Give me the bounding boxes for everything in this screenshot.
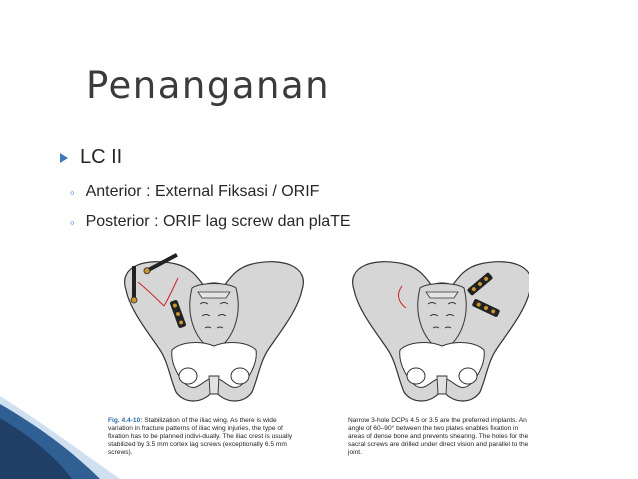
- sub-item-text: Anterior : External Fiksasi / ORIF: [85, 183, 320, 200]
- caption-right-text: Narrow 3-hole DCPs 4.5 or 3.5 are the preferred implants. An angle of 60–90° between the two plates enables fixation in areas of dense bone and prevents shearing. The holes for the sacral screws are drilled under direct vision and parallel to the joint.: [348, 417, 529, 457]
- circle-bullet-icon: ◦: [70, 184, 75, 200]
- sub-item-anterior: [70, 183, 319, 201]
- bullet-arrow-icon: [60, 153, 68, 163]
- figure-label: Fig. 4.4-10:: [108, 417, 143, 424]
- sub-item-posterior: [70, 213, 351, 231]
- iliac-rod: [132, 266, 136, 300]
- caption-left-text: Stabilization of the iliac wing. As there is wide variation in fracture patterns of iliac wing injuries, the type of fixation has to be planned indivi-dually. The iliac crest is usually stabilized by 3.5 mm cortex lag screws (exceptionally 6.5 mm screws).: [108, 417, 293, 457]
- figure-captions: [108, 414, 529, 470]
- pelvis-illustrations: [108, 252, 529, 414]
- sub-item-text: Posterior : ORIF lag screw dan plaTE: [85, 213, 351, 230]
- caption-right: [348, 417, 529, 457]
- caption-left: [108, 417, 294, 457]
- pelvis-right: [353, 262, 529, 401]
- circle-bullet-icon: ◦: [70, 214, 75, 230]
- decorative-swoosh: [0, 396, 120, 479]
- bullet-text: LC II: [80, 146, 123, 168]
- slide-title: Penanganan: [86, 64, 331, 107]
- pelvis-left: [125, 252, 304, 401]
- bullet-lc-ii: [60, 146, 122, 169]
- pelvis-figure: [108, 252, 529, 470]
